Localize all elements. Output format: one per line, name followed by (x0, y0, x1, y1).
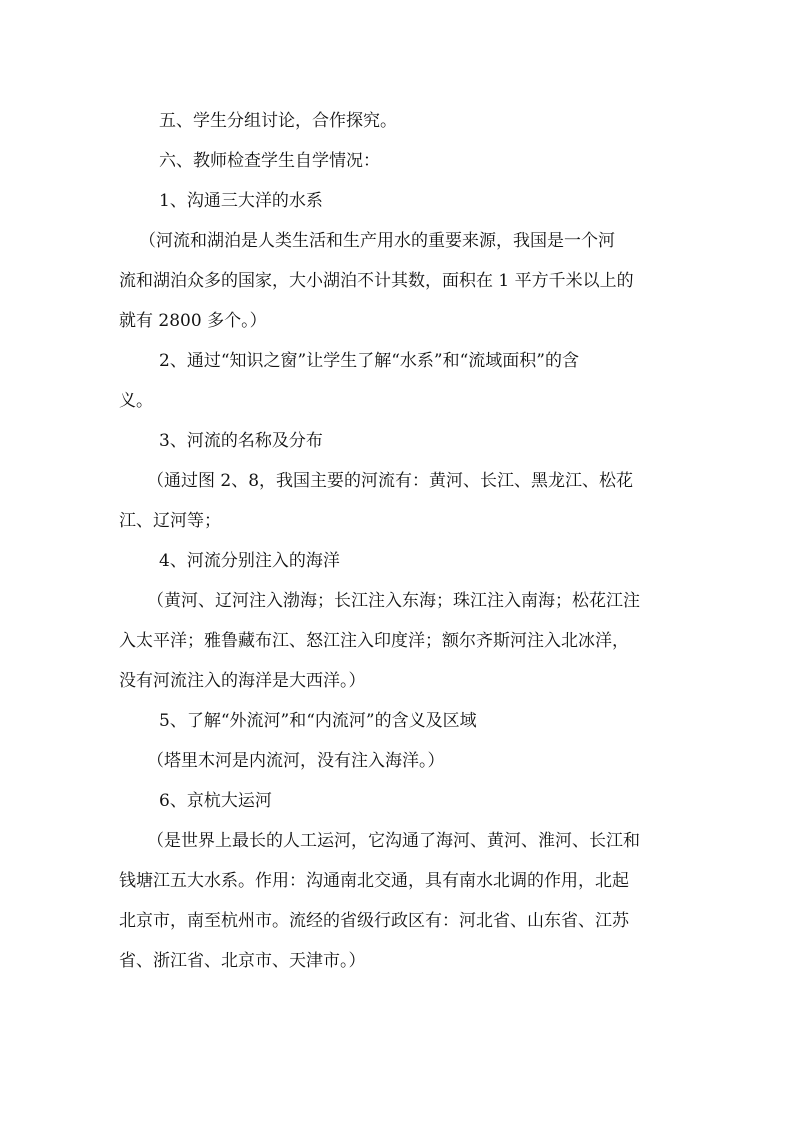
paragraph-line: 没有河流注入的海洋是大西洋。） (119, 671, 366, 691)
item-heading-6: 6、京杭大运河 (159, 791, 272, 811)
paragraph-line: （塔里木河是内流河，没有注入海洋。） (147, 751, 445, 771)
paragraph-line: 江、辽河等； (119, 511, 221, 531)
section-heading-5: 五、学生分组讨论，合作探究。 (159, 111, 397, 131)
section-heading-6: 六、教师检查学生自学情况： (159, 151, 380, 171)
paragraph-line: （河流和湖泊是人类生活和生产用水的重要来源，我国是一个河 (139, 231, 615, 251)
item-heading-1: 1、沟通三大洋的水系 (159, 191, 323, 211)
paragraph-line: 流和湖泊众多的国家，大小湖泊不计其数，面积在 1 平方千米以上的 (119, 271, 634, 291)
paragraph-line: 北京市，南至杭州市。流经的省级行政区有：河北省、山东省、江苏 (119, 911, 629, 931)
item-heading-5: 5、了解“外流河”和“内流河”的含义及区域 (159, 711, 477, 731)
item-heading-3: 3、河流的名称及分布 (159, 431, 323, 451)
paragraph-line: 入太平洋；雅鲁藏布江、怒江注入印度洋；额尔齐斯河注入北冰洋， (119, 631, 629, 651)
paragraph-line: （黄河、辽河注入渤海；长江注入东海；珠江注入南海；松花江注 (147, 591, 640, 611)
paragraph-line: （是世界上最长的人工运河，它沟通了海河、黄河、淮河、长江和 (147, 831, 640, 851)
item-heading-4: 4、河流分别注入的海洋 (159, 551, 340, 571)
paragraph-line: 就有 2800 多个。） (119, 311, 267, 331)
paragraph-line: 钱塘江五大水系。作用：沟通南北交通，具有南水北调的作用，北起 (119, 871, 629, 891)
paragraph-line: 省、浙江省、北京市、天津市。） (119, 951, 366, 971)
document-body (119, 101, 679, 981)
item-heading-2: 2、通过“知识之窗”让学生了解“水系”和“流域面积”的含 (159, 351, 579, 371)
paragraph-line: （通过图 2、8，我国主要的河流有：黄河、长江、黑龙江、松花 (147, 471, 634, 491)
paragraph-line: 义。 (119, 391, 153, 411)
